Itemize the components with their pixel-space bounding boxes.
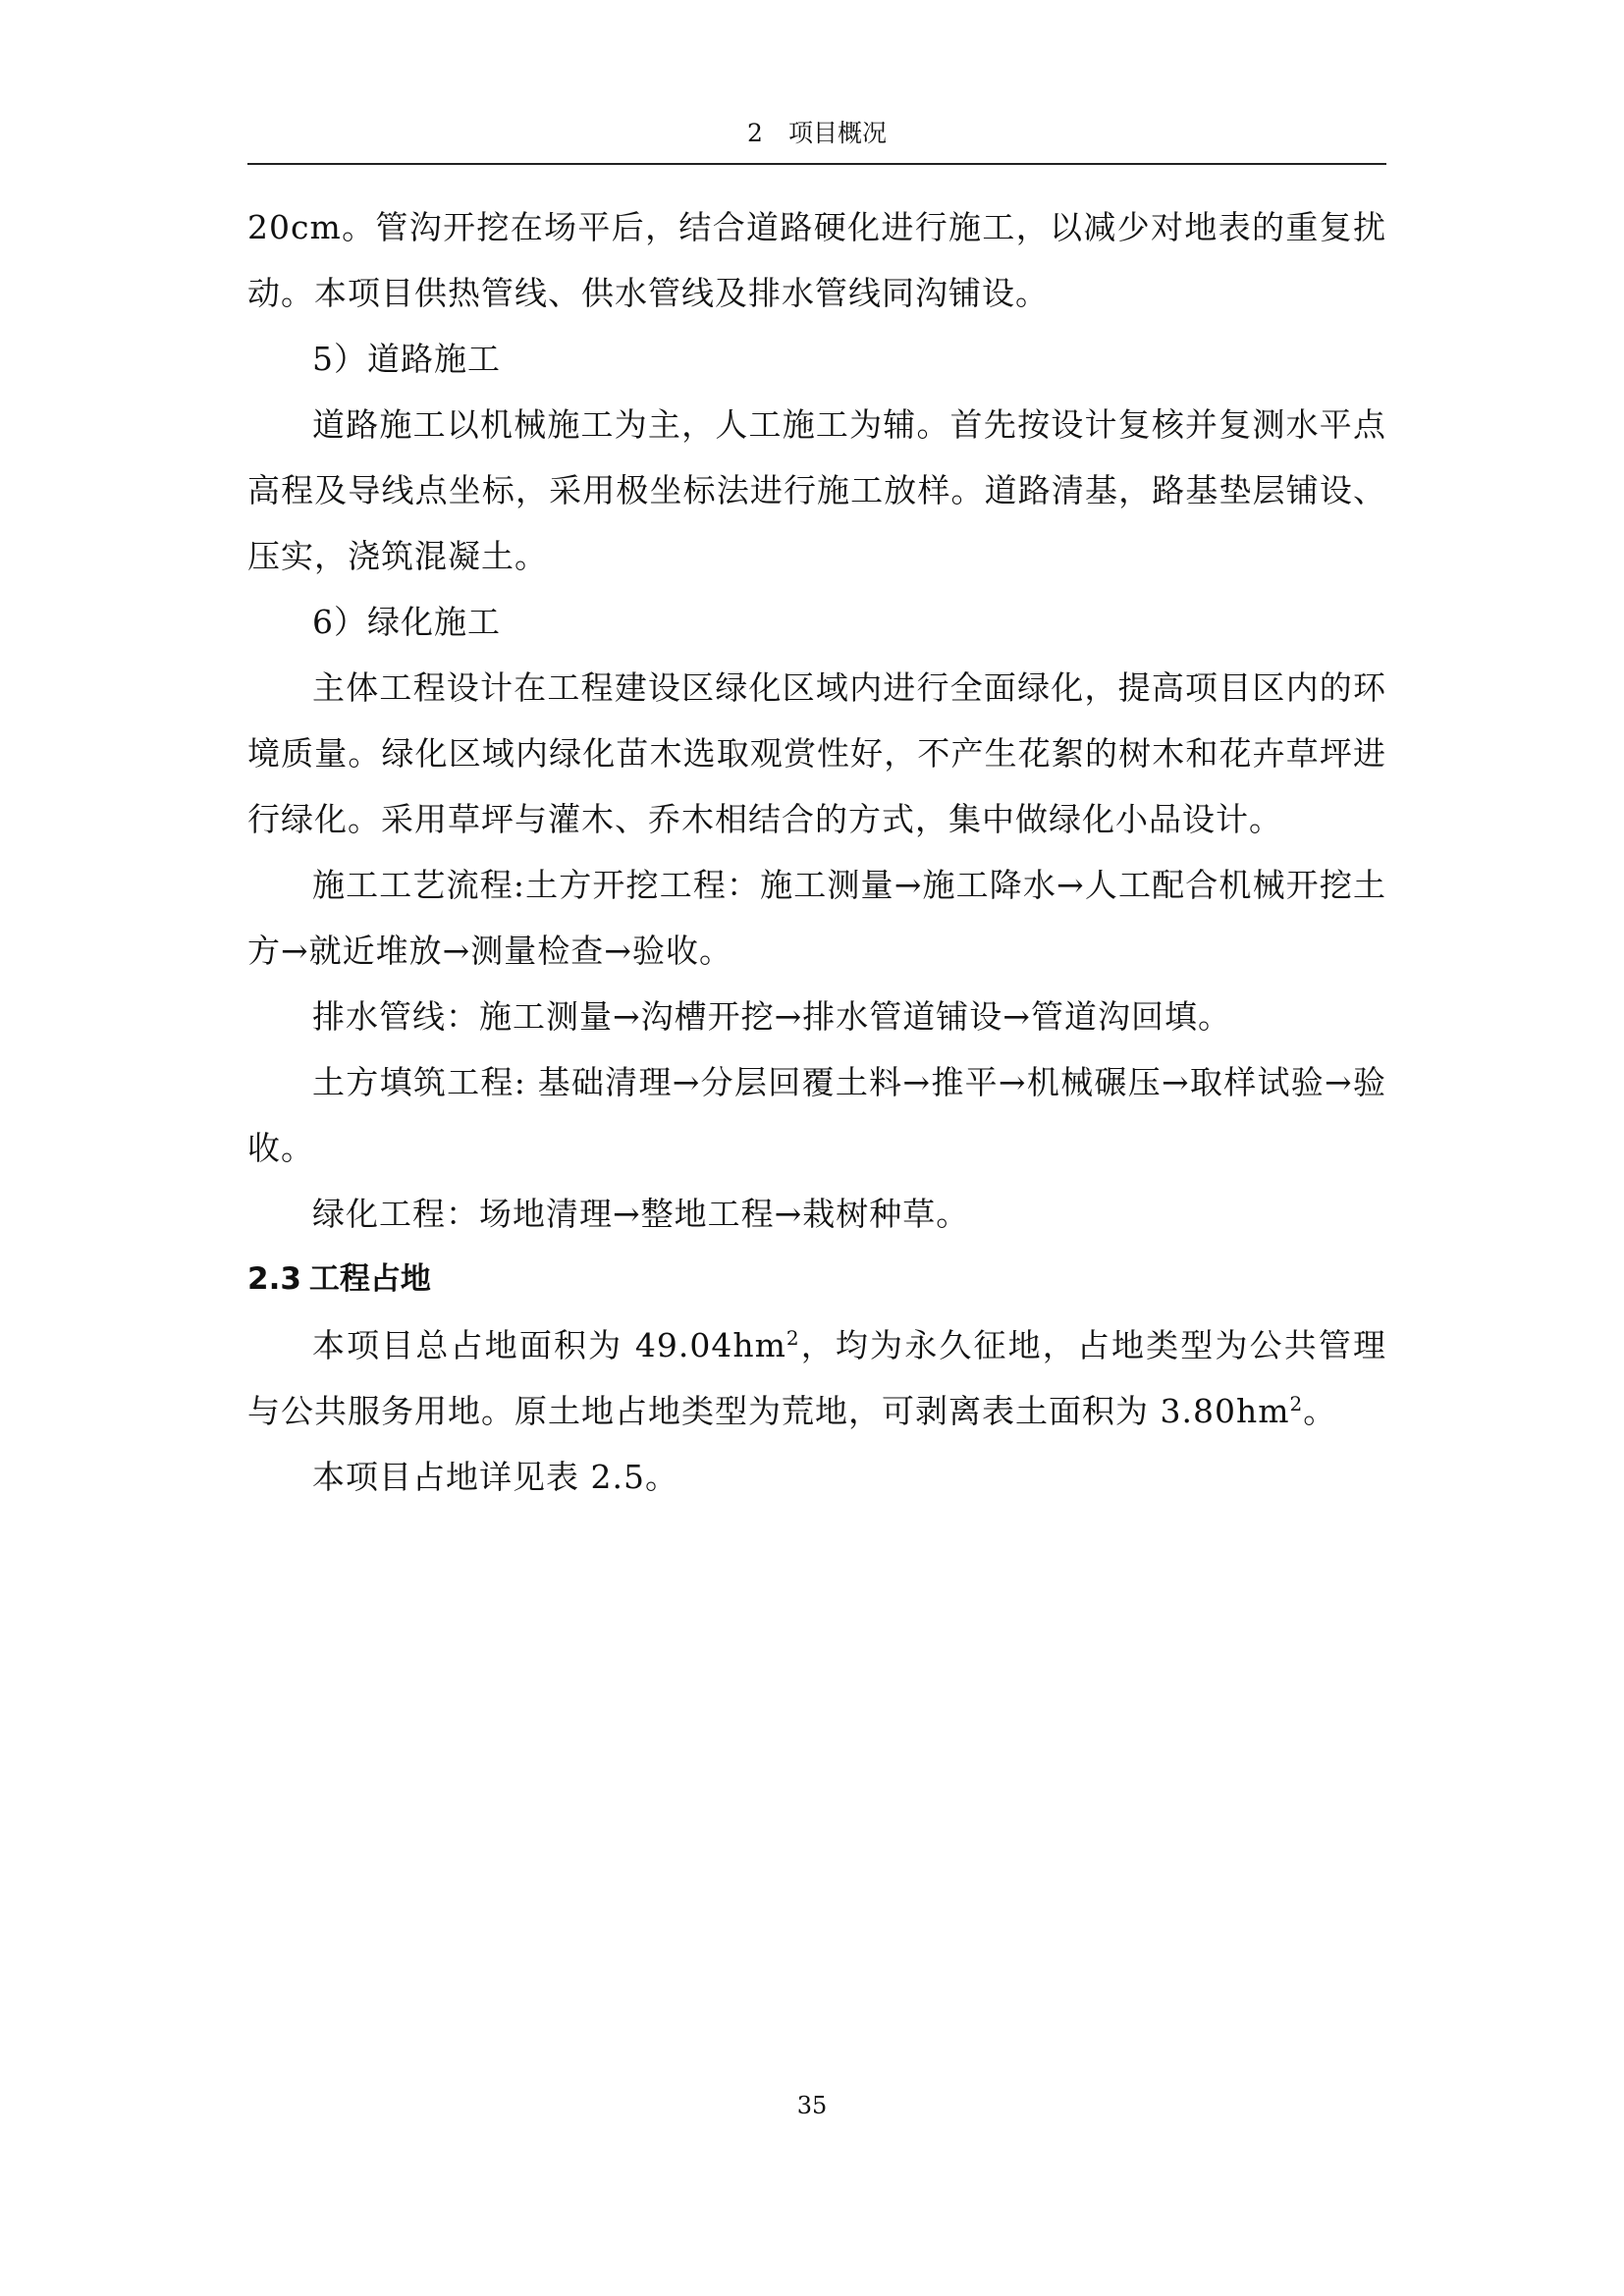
section-title: 工程占地 (308, 1261, 431, 1297)
land-text-part-c: 。 (1303, 1392, 1337, 1430)
paragraph-land-table-ref: 本项目占地详见表 2.5。 (312, 1458, 678, 1496)
subheading-road-construction: 5）道路施工 (312, 340, 501, 378)
header-chapter-title: 项目概况 (787, 119, 887, 147)
paragraph-flow-greening: 绿化工程：场地清理→整地工程→栽树种草。 (312, 1195, 970, 1233)
paragraph-flow-earthwork: 施工工艺流程:土方开挖工程：施工测量→施工降水→人工配合机械开挖土方→就近堆放→测量检查→验收。 (247, 866, 1386, 970)
paragraph-flow-fill: 土方填筑工程: 基础清理→分层回覆土料→推平→机械碾压→取样试验→验收。 (247, 1063, 1386, 1167)
land-text-part-b: ，均为永久征地，占地类型为公共管理与公共服务用地。原土地占地类型为荒地，可剥离表土面积为 3.80hm (247, 1326, 1387, 1430)
paragraph-greening-construction: 主体工程设计在工程建设区绿化区域内进行全面绿化，提高项目区内的环境质量。绿化区域内绿化苗木选取观赏性好，不产生花絮的树木和花卉草坪进行绿化。采用草坪与灌木、乔木相结合的方式，集中做绿化小品设计。 (247, 668, 1386, 838)
paragraph-pipe-trench: 20cm。管沟开挖在场平后，结合道路硬化进行施工，以减少对地表的重复扰动。本项目供热管线、供水管线及排水管线同沟铺设。 (247, 208, 1386, 312)
page-body (247, 194, 1386, 1510)
paragraph-land-area (247, 1312, 1386, 1444)
running-header (247, 114, 1386, 165)
header-chapter-number: 2 (747, 119, 763, 147)
section-heading (247, 1247, 1386, 1312)
paragraph-flow-drainage: 排水管线：施工测量→沟槽开挖→排水管道铺设→管道沟回填。 (312, 997, 1231, 1036)
section-number: 2.3 (247, 1261, 301, 1297)
superscript-squared: 2 (785, 1326, 800, 1350)
superscript-squared-2: 2 (1289, 1392, 1304, 1415)
land-text-part-a: 本项目总占地面积为 49.04hm (312, 1326, 786, 1364)
subheading-greening-construction: 6）绿化施工 (312, 603, 501, 641)
paragraph-road-construction: 道路施工以机械施工为主，人工施工为辅。首先按设计复核并复测水平点高程及导线点坐标，采用极坐标法进行施工放样。道路清基，路基垫层铺设、压实，浇筑混凝土。 (247, 405, 1386, 575)
page-number: 35 (796, 2092, 828, 2119)
